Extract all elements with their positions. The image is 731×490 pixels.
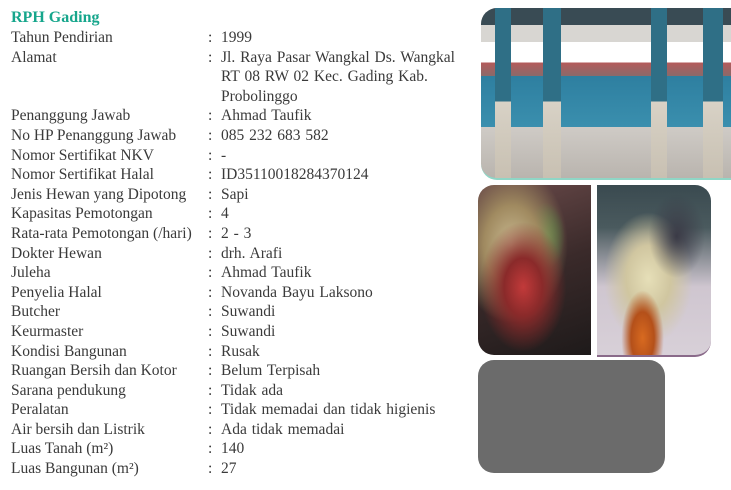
building-photo (481, 8, 731, 180)
info-row (11, 400, 471, 420)
field-separator: : (208, 420, 213, 438)
field-value (221, 146, 471, 166)
field-value (221, 420, 471, 440)
field-value-line: 2 - 3 (221, 224, 252, 242)
field-label: Air bersih dan Listrik (11, 420, 145, 438)
info-row (11, 283, 471, 303)
field-value-line: Tidak memadai dan tidak higienis (221, 401, 436, 419)
info-row (11, 342, 471, 362)
field-label: Nomor Sertifikat Halal (11, 166, 154, 184)
field-separator: : (208, 460, 213, 478)
field-separator: : (208, 342, 213, 360)
info-table (11, 28, 471, 479)
info-row (11, 204, 471, 224)
info-row (11, 146, 471, 166)
field-value (221, 244, 471, 264)
field-value (221, 439, 471, 459)
field-value (221, 204, 471, 224)
field-label: Sarana pendukung (11, 381, 126, 399)
field-separator: : (208, 205, 213, 223)
pillar (651, 8, 667, 178)
info-row (11, 459, 471, 479)
field-separator: : (208, 264, 213, 282)
field-separator: : (208, 224, 213, 242)
field-value (221, 381, 471, 401)
pillar (703, 8, 723, 178)
field-value-line: - (221, 146, 227, 164)
field-label: Ruangan Bersih dan Kotor (11, 362, 177, 380)
field-value-line: Sapi (221, 185, 249, 203)
page-title: RPH Gading (11, 9, 100, 26)
field-value (221, 185, 471, 205)
field-separator: : (208, 29, 213, 46)
field-value-line: Rusak (221, 342, 260, 360)
field-value-line: 4 (221, 205, 229, 223)
pillar (543, 8, 561, 178)
field-label: Nomor Sertifikat NKV (11, 146, 154, 164)
info-row (11, 439, 471, 459)
field-value (221, 224, 471, 244)
field-separator: : (208, 166, 213, 184)
field-value (221, 28, 471, 48)
field-value-line: Suwandi (221, 322, 276, 340)
field-value-line: RT 08 RW 02 Kec. Gading Kab. (221, 68, 428, 86)
field-value-line: 085 232 683 582 (221, 126, 329, 144)
field-label: Rata-rata Pemotongan (/hari) (11, 224, 192, 242)
field-value-line: Suwandi (221, 303, 276, 321)
field-label: Penanggung Jawab (11, 107, 131, 125)
field-separator: : (208, 440, 213, 458)
info-row (11, 126, 471, 146)
field-separator: : (208, 381, 213, 399)
field-value (221, 459, 471, 479)
slaughter-photo-right (597, 185, 711, 357)
field-value-line: Ada tidak memadai (221, 420, 345, 438)
field-separator: : (208, 362, 213, 380)
field-label: Kondisi Bangunan (11, 342, 127, 360)
field-separator: : (208, 401, 213, 419)
field-label: Luas Bangunan (m²) (11, 460, 139, 478)
field-separator: : (208, 244, 213, 262)
field-value-line: 1999 (221, 29, 252, 46)
field-label: Alamat (11, 48, 57, 66)
field-value-line: 140 (221, 440, 245, 458)
field-separator: : (208, 107, 213, 125)
field-label: Keurmaster (11, 322, 84, 340)
field-separator: : (208, 185, 213, 203)
info-row (11, 244, 471, 264)
field-label: Penyelia Halal (11, 283, 102, 301)
info-row (11, 48, 471, 107)
info-row (11, 28, 471, 48)
field-value (221, 283, 471, 303)
field-value-line: Belum Terpisah (221, 362, 321, 380)
info-row (11, 165, 471, 185)
field-value (221, 400, 471, 420)
info-row (11, 185, 471, 205)
field-value-line: Novanda Bayu Laksono (221, 283, 373, 301)
image-placeholder (478, 360, 665, 473)
pillar (495, 8, 511, 178)
field-label: Butcher (11, 303, 61, 321)
field-label: Luas Tanah (m²) (11, 440, 114, 458)
field-separator: : (208, 322, 213, 340)
info-row (11, 361, 471, 381)
field-separator: : (208, 126, 213, 144)
field-value (221, 342, 471, 362)
field-value-line: Jl. Raya Pasar Wangkal Ds. Wangkal (221, 48, 455, 66)
field-value-line: 27 (221, 460, 237, 478)
field-label: No HP Penanggung Jawab (11, 126, 177, 144)
field-separator: : (208, 48, 213, 66)
field-label: Peralatan (11, 401, 69, 419)
field-label: Juleha (11, 264, 51, 282)
field-value (221, 263, 471, 283)
info-row (11, 302, 471, 322)
info-row (11, 420, 471, 440)
field-value (221, 106, 471, 126)
field-label: Kapasitas Pemotongan (11, 205, 153, 223)
info-row (11, 263, 471, 283)
field-value-line: drh. Arafi (221, 244, 283, 262)
info-row (11, 322, 471, 342)
info-row (11, 106, 471, 126)
info-row (11, 381, 471, 401)
field-value (221, 322, 471, 342)
field-value (221, 126, 471, 146)
field-value (221, 165, 471, 185)
field-value-line: Probolinggo (221, 87, 298, 105)
field-label: Tahun Pendirian (11, 29, 113, 46)
field-separator: : (208, 146, 213, 164)
field-value-line: Ahmad Taufik (221, 264, 312, 282)
slaughter-photo-left (478, 185, 591, 355)
field-label: Dokter Hewan (11, 244, 102, 262)
field-value-line: Tidak ada (221, 381, 283, 399)
field-separator: : (208, 303, 213, 321)
field-label: Jenis Hewan yang Dipotong (11, 185, 187, 203)
field-separator: : (208, 283, 213, 301)
info-row (11, 224, 471, 244)
field-value (221, 361, 471, 381)
field-value (221, 302, 471, 322)
field-value-line: Ahmad Taufik (221, 107, 312, 125)
field-value (221, 48, 471, 107)
field-value-line: ID35110018284370124 (221, 166, 369, 184)
